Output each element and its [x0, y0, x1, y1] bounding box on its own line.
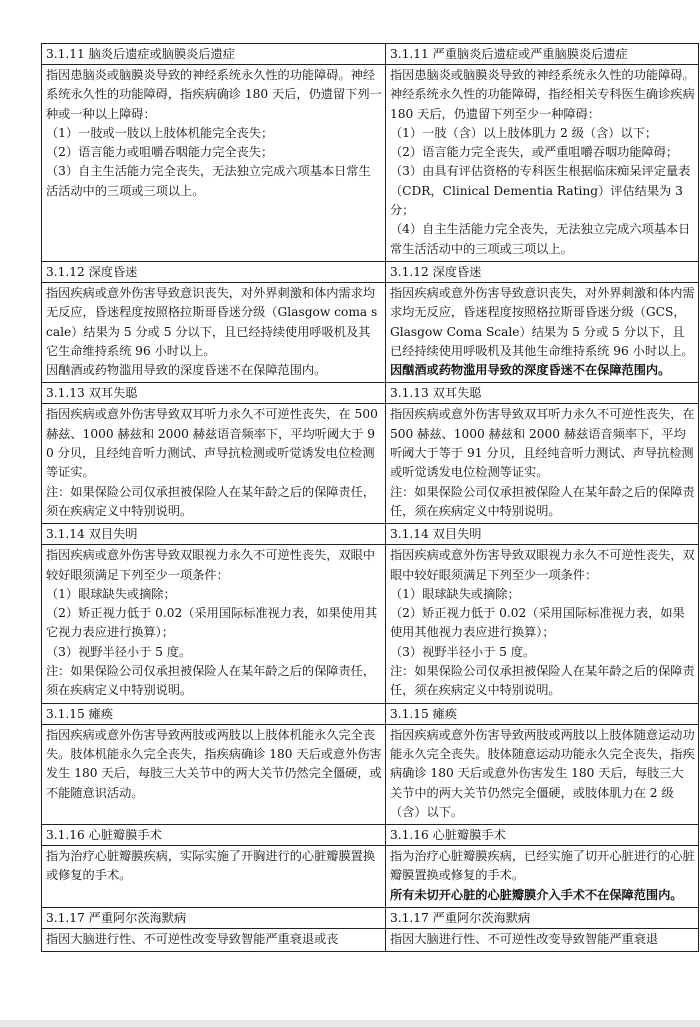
definition-paragraph: 指因疾病或意外伤害导致意识丧失，对外界刺激和体内需求均无反应，昏迷程度按照格拉斯哥昏迷分级（Glasgow coma scale）结果为 5 分或 5 分以下，且已经持续使用呼吸机及其它生命维持系统 96 小时以上。 — [46, 285, 378, 358]
definition-paragraph: 指因疾病或意外伤害导致双眼视力永久不可逆性丧失，双眼中较好眼须满足下列至少一项条件： — [46, 548, 376, 582]
new-definition-text — [386, 545, 699, 703]
definition-paragraph: 指因疾病或意外伤害导致两肢或两肢以上肢体机能永久完全丧失。肢体机能永久完全丧失，指疾病确诊 180 天后或意外伤害发生 180 天后，每肢三大关节中的两大关节仍然完全僵硬，或不能随意识活动。 — [46, 727, 382, 800]
section-heading-row — [42, 383, 699, 404]
new-definition-text — [386, 404, 699, 524]
definition-paragraph: 注：如果保险公司仅承担被保险人在某年龄之后的保障责任，须在疾病定义中特别说明。 — [46, 664, 376, 698]
old-definition-title: 3.1.13 双耳失聪 — [42, 383, 386, 404]
definition-paragraph: （3）自主生活能力完全丧失，无法独立完成六项基本日常生活活动中的三项或三项以上。 — [46, 164, 371, 198]
new-definition-text — [386, 282, 699, 382]
exclusion-note: 所有未切开心脏的心脏瓣膜介入手术不在保障范围内。 — [390, 887, 683, 902]
definition-paragraph: （2）矫正视力低于 0.02（采用国际标准视力表，如果使用其它视力表应进行换算）； — [46, 606, 378, 640]
definition-paragraph: 指因疾病或意外伤害导致双耳听力永久不可逆性丧失，在 500 赫兹、1000 赫兹和 2000 赫兹语音频率下，平均听阈大于 90 分贝，且经纯音听力测试、声导抗检测或听觉诱发电位检测等证实。 — [46, 407, 378, 480]
old-definition-title: 3.1.14 双目失明 — [42, 524, 386, 545]
new-definition-text — [386, 65, 699, 262]
definition-paragraph: （2）语言能力或咀嚼吞咽能力完全丧失； — [46, 145, 274, 160]
section-heading-row — [42, 825, 699, 846]
section-body-row — [42, 404, 699, 524]
definition-paragraph: 指因疾病或意外伤害导致双耳听力永久不可逆性丧失，在 500 赫兹、1000 赫兹和 2000 赫兹语音频率下，平均听阈大于等于 91 分贝，且经纯音听力测试、声导抗检测或听觉诱发电位检测等证实。 — [390, 407, 695, 480]
old-definition-text — [42, 282, 386, 382]
definition-paragraph: 指因大脑进行性、不可逆性改变导致智能严重衰退或丧 — [46, 931, 339, 946]
definition-paragraph: 指因疾病或意外伤害导致意识丧失，对外界刺激和体内需求均无反应，昏迷程度按照格拉斯哥昏迷分级（GCS，Glasgow Coma Scale）结果为 5 分或 5 分以下，且已经持续使用呼吸机及其他生命维持系统 96 小时以上。 — [390, 285, 695, 358]
old-definition-title: 3.1.16 心脏瓣膜手术 — [42, 825, 386, 846]
definition-paragraph: （1）眼球缺失或摘除； — [46, 586, 176, 601]
definition-paragraph: （3）视野半径小于 5 度。 — [390, 644, 536, 659]
new-definition-title: 3.1.17 严重阿尔茨海默病 — [386, 907, 699, 928]
comparison-table — [41, 43, 699, 952]
definition-paragraph: （1）一肢或一肢以上肢体机能完全丧失； — [46, 125, 274, 140]
old-definition-text — [42, 928, 386, 951]
new-definition-title: 3.1.11 严重脑炎后遗症或严重脑膜炎后遗症 — [386, 44, 699, 65]
definition-paragraph: （2）语言能力完全丧失，或严重咀嚼吞咽功能障碍； — [390, 145, 679, 160]
old-definition-text — [42, 404, 386, 524]
definition-paragraph: （3）视野半径小于 5 度。 — [46, 644, 192, 659]
definition-paragraph: 指因疾病或意外伤害导致两肢或两肢以上肢体随意运动功能永久完全丧失。肢体随意运动功能永久完全丧失，指疾病确诊 180 天后或意外伤害发生 180 天后，每肢三大关节中的两大关节仍然完全僵硬，或肢体肌力在 2 级（含）以下。 — [390, 727, 695, 819]
definition-paragraph: 指因疾病或意外伤害导致双眼视力永久不可逆性丧失，双眼中较好眼须满足下列至少一项条件： — [390, 548, 695, 582]
new-definition-title: 3.1.14 双目失明 — [386, 524, 699, 545]
definition-paragraph: 因酗酒或药物滥用导致的深度昏迷不在保障范围内。 — [46, 363, 327, 378]
definition-paragraph: （1）眼球缺失或摘除； — [390, 586, 520, 601]
old-definition-title: 3.1.11 脑炎后遗症或脑膜炎后遗症 — [42, 44, 386, 65]
old-definition-text — [42, 724, 386, 824]
new-definition-text — [386, 928, 699, 951]
section-heading-row — [42, 261, 699, 282]
new-definition-title: 3.1.16 心脏瓣膜手术 — [386, 825, 699, 846]
section-body-row — [42, 846, 699, 908]
new-definition-title: 3.1.13 双耳失聪 — [386, 383, 699, 404]
comparison-table-body — [42, 44, 699, 952]
old-definition-title: 3.1.15 瘫痪 — [42, 703, 386, 724]
definition-paragraph: 指因患脑炎或脑膜炎导致的神经系统永久性的功能障碍。神经系统永久性的功能障碍，指经相关专科医生确诊疾病 180 天后，仍遗留下列至少一种障碍： — [390, 68, 695, 121]
definition-paragraph: （2）矫正视力低于 0.02（采用国际标准视力表，如果使用其他视力表应进行换算）； — [390, 606, 685, 640]
definition-paragraph: 注：如果保险公司仅承担被保险人在某年龄之后的保障责任，须在疾病定义中特别说明。 — [46, 484, 376, 518]
section-body-row — [42, 545, 699, 703]
new-definition-title: 3.1.12 深度昏迷 — [386, 261, 699, 282]
old-definition-title: 3.1.17 严重阿尔茨海默病 — [42, 907, 386, 928]
section-heading-row — [42, 44, 699, 65]
definition-paragraph: 指为治疗心脏瓣膜疾病，已经实施了切开心脏进行的心脏瓣膜置换或修复的手术。 — [390, 849, 695, 883]
old-definition-text — [42, 846, 386, 908]
definition-paragraph: （1）一肢（含）以上肢体肌力 2 级（含）以下； — [390, 125, 658, 140]
section-heading-row — [42, 907, 699, 928]
definition-paragraph: 注：如果保险公司仅承担被保险人在某年龄之后的保障责任，须在疾病定义中特别说明。 — [390, 484, 695, 518]
new-definition-text — [386, 846, 699, 908]
definition-paragraph: 指因大脑进行性、不可逆性改变导致智能严重衰退 — [390, 931, 659, 946]
section-body-row — [42, 724, 699, 824]
section-body-row — [42, 928, 699, 951]
definition-paragraph: 指因患脑炎或脑膜炎导致的神经系统永久性的功能障碍。神经系统永久性的功能障碍，指疾病确诊 180 天后，仍遗留下列一种或一种以上障碍： — [46, 68, 382, 121]
section-body-row — [42, 282, 699, 382]
new-definition-title: 3.1.15 瘫痪 — [386, 703, 699, 724]
old-definition-title: 3.1.12 深度昏迷 — [42, 261, 386, 282]
definition-paragraph: 注：如果保险公司仅承担被保险人在某年龄之后的保障责任，须在疾病定义中特别说明。 — [390, 664, 695, 698]
definition-paragraph: （4）自主生活能力完全丧失，无法独立完成六项基本日常生活活动中的三项或三项以上。 — [390, 222, 691, 256]
section-heading-row — [42, 524, 699, 545]
definition-paragraph: 指为治疗心脏瓣膜疾病，实际实施了开胸进行的心脏瓣膜置换或修复的手术。 — [46, 849, 376, 883]
page-bottom-edge — [0, 1020, 700, 1027]
exclusion-note: 因酗酒或药物滥用导致的深度昏迷不在保障范围内。 — [390, 363, 671, 378]
old-definition-text — [42, 545, 386, 703]
section-body-row — [42, 65, 699, 262]
section-heading-row — [42, 703, 699, 724]
new-definition-text — [386, 724, 699, 824]
definition-paragraph: （3）由具有评估资格的专科医生根据临床痴呆评定量表（CDR，Clinical Dementia Rating）评估结果为 3 分； — [390, 164, 691, 218]
old-definition-text — [42, 65, 386, 262]
